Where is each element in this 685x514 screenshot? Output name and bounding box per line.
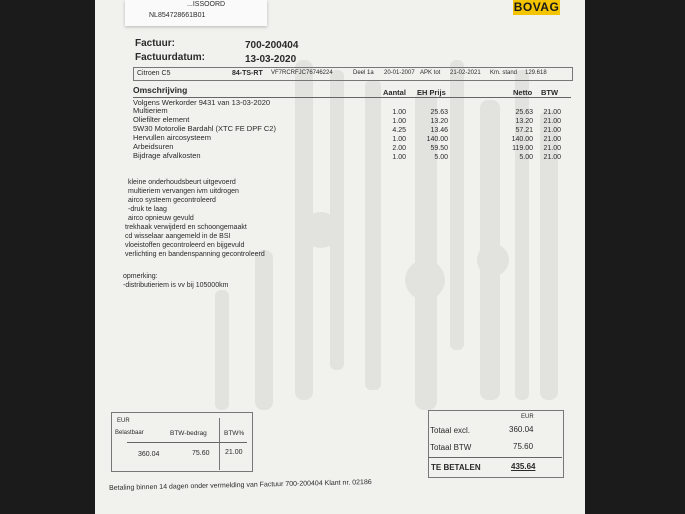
row-qty: 4.25 — [392, 127, 406, 134]
remark-text: -distributieriem is vv bij 105000km — [123, 282, 229, 289]
vat-base-label: Belastbaar — [115, 430, 144, 436]
vat-currency: EUR — [117, 418, 130, 424]
remark-label: opmerking: — [123, 273, 158, 280]
vat-rate-label: BTW% — [224, 430, 245, 437]
row-qty: 2.00 — [392, 145, 406, 152]
km-label: Km. stand — [490, 70, 518, 76]
row-description: Hervullen aircosysteem — [133, 133, 211, 142]
apk-date: 21-02-2021 — [450, 70, 481, 76]
row-price: 13.46 — [430, 127, 448, 134]
row-net: 25.63 — [515, 109, 533, 116]
pay-label: TE BETALEN — [431, 463, 481, 472]
top-paper-slip — [125, 0, 267, 26]
row-vat: 21.00 — [543, 127, 561, 134]
row-qty: 1.00 — [392, 118, 406, 125]
apk-label: APK tot — [420, 70, 441, 76]
vehicle-vin: VF7RCRFJC76746224 — [271, 70, 333, 76]
note-line: verlichting en bandenspanning gecontroleerd — [125, 251, 265, 258]
slip-text-2: NL854728661B01 — [149, 12, 206, 19]
invoice-label: Factuur: — [135, 38, 175, 49]
row-net: 5.00 — [519, 154, 533, 161]
note-line: kleine onderhoudsbeurt uitgevoerd — [128, 179, 236, 186]
invoice-date: 13-03-2020 — [245, 54, 297, 65]
deel-label: Deel 1a — [353, 70, 374, 76]
row-net: 140.00 — [511, 136, 533, 143]
col-net: Netto — [513, 88, 533, 97]
note-line: vloeistoffen gecontroleerd en bijgevuld — [125, 242, 245, 249]
row-vat: 21.00 — [543, 145, 561, 152]
note-line: airco opnieuw gevuld — [128, 215, 194, 222]
km-value: 129.618 — [525, 70, 547, 76]
note-line: trekhaak verwijderd en schoongemaakt — [125, 224, 247, 231]
note-line: multieriem vervangen ivm uitdrogen — [128, 188, 239, 195]
pay-amount: 435.64 — [511, 462, 536, 471]
row-vat: 21.00 — [543, 154, 561, 161]
note-line: cd wisselaar aangemeld in de BSI — [125, 233, 231, 240]
row-description: Oliefilter element — [133, 115, 190, 124]
row-price: 25.63 — [430, 109, 448, 116]
row-net: 57.21 — [515, 127, 533, 134]
total-excl: 360.04 — [509, 425, 534, 434]
row-vat: 21.00 — [543, 118, 561, 125]
col-vat: BTW — [541, 88, 559, 97]
invoice-paper — [95, 0, 585, 514]
total-vat: 75.60 — [513, 442, 534, 451]
row-qty: 1.00 — [392, 154, 406, 161]
vat-amount-label: BTW-bedrag — [170, 430, 207, 437]
totals-currency: EUR — [521, 414, 534, 420]
order-line: Volgens Werkorder 9431 van 13-03-2020 — [133, 98, 271, 107]
col-description: Omschrijving — [133, 85, 188, 95]
vehicle-plate: 84-TS-RT — [232, 70, 263, 77]
deel-date: 20-01-2007 — [384, 70, 415, 76]
row-net: 13.20 — [515, 118, 533, 125]
payment-footer: Betaling binnen 14 dagen onder vermelding van Factuur 700-200404 Klant nr. 02186 — [109, 479, 372, 492]
slip-text-1: ...ISSOORD — [187, 1, 226, 8]
row-price: 59.50 — [430, 145, 448, 152]
vat-rate: 21.00 — [225, 449, 243, 456]
vat-base: 360.04 — [138, 451, 160, 458]
vat-box-rule — [127, 442, 247, 443]
vat-amount: 75.60 — [192, 450, 210, 457]
row-price: 140.00 — [426, 136, 448, 143]
row-qty: 1.00 — [392, 136, 406, 143]
row-description: Arbeidsuren — [133, 142, 174, 151]
col-qty: Aantal — [383, 88, 406, 97]
row-price: 13.20 — [430, 118, 448, 125]
totals-rule — [428, 457, 562, 458]
row-net: 119.00 — [512, 145, 533, 152]
total-vat-label: Totaal BTW — [430, 443, 472, 452]
row-vat: 21.00 — [543, 109, 561, 116]
row-price: 5.00 — [434, 154, 448, 161]
row-description: 5W30 Motorolie Bardahl (XTC FE DPF C2) — [133, 124, 276, 133]
note-line: airco systeem gecontroleerd — [128, 197, 216, 204]
bovag-logo: BOVAG — [513, 0, 560, 14]
vehicle-model: Citroen C5 — [137, 70, 171, 77]
row-qty: 1.00 — [392, 109, 406, 116]
note-line: -druk te laag — [128, 206, 167, 213]
row-vat: 21.00 — [543, 136, 561, 143]
total-excl-label: Totaal excl. — [430, 426, 471, 435]
vat-box-divider — [219, 418, 220, 470]
invoice-number: 700-200404 — [245, 40, 299, 51]
row-description: Bijdrage afvalkosten — [133, 151, 201, 160]
row-description: Multieriem — [133, 106, 168, 115]
invoice-date-label: Factuurdatum: — [135, 52, 205, 63]
col-price: EH Prijs — [417, 88, 446, 97]
